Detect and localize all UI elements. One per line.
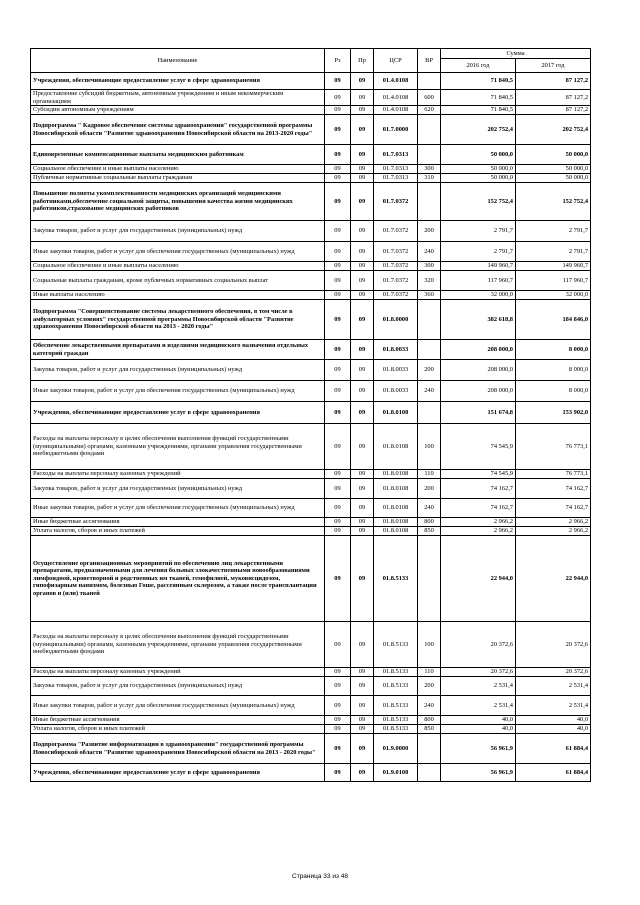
row-pr: 09 [351, 115, 374, 145]
row-name: Закупка товаров, работ и услуг для государственных (муниципальных) нужд [31, 221, 325, 242]
row-sum-2017: 153 902,0 [516, 402, 591, 424]
row-vr: 310 [418, 174, 441, 183]
row-sum-2016: 151 674,8 [441, 402, 516, 424]
row-sum-2017: 87 127,2 [516, 106, 591, 115]
row-rz: 09 [325, 262, 351, 271]
row-pr: 09 [351, 340, 374, 360]
row-pr: 09 [351, 764, 374, 782]
row-vr [418, 340, 441, 360]
row-name: Закупка товаров, работ и услуг для государственных (муниципальных) нужд [31, 479, 325, 499]
row-vr [418, 73, 441, 90]
row-vr: 600 [418, 90, 441, 106]
row-vr: 200 [418, 360, 441, 381]
row-name: Единовременные компенсационные выплаты медицинским работникам [31, 145, 325, 165]
row-rz: 09 [325, 106, 351, 115]
row-vr: 100 [418, 622, 441, 668]
row-sum-2017: 2 966,2 [516, 527, 591, 536]
row-rz: 09 [325, 115, 351, 145]
row-rz: 09 [325, 381, 351, 402]
row-sum-2016: 208 000,0 [441, 381, 516, 402]
row-vr: 300 [418, 165, 441, 174]
row-rz: 09 [325, 183, 351, 221]
row-csr: 01.8.5133 [374, 622, 418, 668]
row-sum-2017: 117 960,7 [516, 271, 591, 291]
row-sum-2017: 22 944,0 [516, 536, 591, 622]
table-row [31, 291, 591, 300]
budget-table [30, 48, 591, 782]
row-pr: 09 [351, 424, 374, 470]
row-csr: 01.8.0108 [374, 470, 418, 479]
row-csr: 01.8.0033 [374, 360, 418, 381]
table-row [31, 622, 591, 668]
row-csr: 01.8.5133 [374, 696, 418, 716]
row-vr: 240 [418, 242, 441, 262]
row-vr [418, 300, 441, 340]
row-sum-2016: 74 162,7 [441, 479, 516, 499]
row-sum-2017: 40,0 [516, 725, 591, 734]
row-pr: 09 [351, 677, 374, 696]
row-sum-2017: 2 966,2 [516, 518, 591, 527]
row-rz: 09 [325, 527, 351, 536]
row-name: Предоставление субсидий бюджетным, автономным учреждениям и иным некоммерческим организациям [31, 90, 325, 106]
table-row [31, 725, 591, 734]
row-sum-2017: 40,0 [516, 716, 591, 725]
row-rz: 09 [325, 734, 351, 764]
table-row [31, 470, 591, 479]
row-vr: 200 [418, 479, 441, 499]
row-csr: 01.8.5133 [374, 677, 418, 696]
row-vr [418, 183, 441, 221]
table-row [31, 106, 591, 115]
row-sum-2016: 74 162,7 [441, 499, 516, 518]
row-csr: 01.7.0372 [374, 291, 418, 300]
row-sum-2016: 50 000,0 [441, 145, 516, 165]
header-row-top [31, 49, 591, 59]
row-name: Обеспечение лекарственными препаратами и изделиями медицинского назначения отдельных категорий граждан [31, 340, 325, 360]
row-rz: 09 [325, 165, 351, 174]
table-row [31, 402, 591, 424]
row-name: Иные выплаты населению [31, 291, 325, 300]
row-vr: 200 [418, 677, 441, 696]
row-pr: 09 [351, 90, 374, 106]
row-rz: 09 [325, 424, 351, 470]
row-sum-2017: 76 773,1 [516, 424, 591, 470]
row-vr [418, 402, 441, 424]
row-name: Иные закупки товаров, работ и услуг для обеспечения государственных (муниципальных) нужд [31, 696, 325, 716]
row-sum-2016: 71 840,5 [441, 73, 516, 90]
row-sum-2016: 40,0 [441, 725, 516, 734]
row-pr: 09 [351, 668, 374, 677]
row-sum-2016: 32 000,0 [441, 291, 516, 300]
row-pr: 09 [351, 734, 374, 764]
row-csr: 01.7.0372 [374, 271, 418, 291]
row-csr: 01.7.0000 [374, 115, 418, 145]
table-row [31, 221, 591, 242]
row-sum-2016: 22 944,0 [441, 536, 516, 622]
row-pr: 09 [351, 106, 374, 115]
row-sum-2016: 2 966,2 [441, 518, 516, 527]
table-row [31, 716, 591, 725]
row-sum-2017: 32 000,0 [516, 291, 591, 300]
row-csr: 01.8.0033 [374, 381, 418, 402]
row-name: Закупка товаров, работ и услуг для государственных (муниципальных) нужд [31, 360, 325, 381]
row-sum-2016: 74 545,9 [441, 470, 516, 479]
table-row [31, 696, 591, 716]
row-rz: 09 [325, 402, 351, 424]
row-vr: 240 [418, 499, 441, 518]
row-name: Учреждения, обеспечивающие предоставление услуг в сфере здравоохранения [31, 764, 325, 782]
header-year-2016: 2016 год [441, 59, 516, 73]
row-name: Закупка товаров, работ и услуг для государственных (муниципальных) нужд [31, 677, 325, 696]
row-pr: 09 [351, 145, 374, 165]
row-vr: 850 [418, 527, 441, 536]
row-rz: 09 [325, 764, 351, 782]
row-sum-2016: 40,0 [441, 716, 516, 725]
row-pr: 09 [351, 262, 374, 271]
row-csr: 01.9.0000 [374, 734, 418, 764]
row-csr: 01.8.0108 [374, 518, 418, 527]
row-sum-2016: 208 000,0 [441, 340, 516, 360]
row-name: Иные бюджетные ассигнования [31, 518, 325, 527]
row-rz: 09 [325, 340, 351, 360]
row-csr: 01.7.0372 [374, 262, 418, 271]
row-sum-2016: 56 961,9 [441, 764, 516, 782]
table-row [31, 536, 591, 622]
row-vr: 320 [418, 271, 441, 291]
table-row [31, 734, 591, 764]
row-csr: 01.7.0313 [374, 165, 418, 174]
row-name: Уплата налогов, сборов и иных платежей [31, 725, 325, 734]
row-csr: 01.4.0108 [374, 90, 418, 106]
table-row [31, 183, 591, 221]
row-csr: 01.8.0000 [374, 300, 418, 340]
table-row [31, 73, 591, 90]
row-rz: 09 [325, 479, 351, 499]
row-sum-2017: 2 791,7 [516, 242, 591, 262]
row-name: Учреждения, обеспечивающие предоставление услуг в сфере здравоохранения [31, 402, 325, 424]
row-vr: 110 [418, 668, 441, 677]
row-name: Иные закупки товаров, работ и услуг для обеспечения государственных (муниципальных) нужд [31, 381, 325, 402]
row-csr: 01.8.5133 [374, 668, 418, 677]
row-pr: 09 [351, 402, 374, 424]
row-csr: 01.8.0108 [374, 527, 418, 536]
row-vr: 100 [418, 424, 441, 470]
row-name: Социальное обеспечение и иные выплаты населению [31, 165, 325, 174]
row-sum-2016: 50 000,0 [441, 174, 516, 183]
row-vr: 110 [418, 470, 441, 479]
table-row [31, 360, 591, 381]
table-row [31, 242, 591, 262]
row-pr: 09 [351, 174, 374, 183]
row-sum-2017: 87 127,2 [516, 73, 591, 90]
row-vr: 200 [418, 221, 441, 242]
row-sum-2017: 87 127,2 [516, 90, 591, 106]
row-csr: 01.9.0108 [374, 764, 418, 782]
row-rz: 09 [325, 360, 351, 381]
row-rz: 09 [325, 90, 351, 106]
row-name: Иные закупки товаров, работ и услуг для обеспечения государственных (муниципальных) нужд [31, 242, 325, 262]
row-name: Расходы на выплаты персоналу в целях обеспечения выполнения функций государственными (муниципальными) органами, казенными учреждениями, органами управления государственными внебюджетными фондами [31, 424, 325, 470]
row-sum-2016: 117 960,7 [441, 271, 516, 291]
header-csr: ЦСР [374, 49, 418, 73]
row-rz: 09 [325, 271, 351, 291]
row-rz: 09 [325, 145, 351, 165]
row-rz: 09 [325, 291, 351, 300]
row-name: Повышение полноты укомплектованности медицинских организаций медицинскими работниками,обеспечение социальной защиты, повышения качества жизни медицинских работников,страхование медицинских работников [31, 183, 325, 221]
row-pr: 09 [351, 499, 374, 518]
row-sum-2016: 74 545,9 [441, 424, 516, 470]
header-name: Наименование [31, 49, 325, 73]
row-sum-2016: 382 618,8 [441, 300, 516, 340]
row-name: Подпрограмма " Кадровое обеспечение системы здравоохранения" государственной программы Новосибирской области "Развитие здравоохранения Новосибирской области на 2013-2020 годы" [31, 115, 325, 145]
row-csr: 01.8.5133 [374, 536, 418, 622]
table-row [31, 424, 591, 470]
row-rz: 09 [325, 300, 351, 340]
table-row [31, 340, 591, 360]
row-pr: 09 [351, 725, 374, 734]
row-vr [418, 734, 441, 764]
row-sum-2017: 76 773,1 [516, 470, 591, 479]
header-pr: Пр [351, 49, 374, 73]
row-sum-2017: 202 752,4 [516, 115, 591, 145]
table-row [31, 668, 591, 677]
row-sum-2017: 61 884,4 [516, 764, 591, 782]
header-year-2017: 2017 год [516, 59, 591, 73]
table-row [31, 90, 591, 106]
row-rz: 09 [325, 668, 351, 677]
row-sum-2017: 184 846,0 [516, 300, 591, 340]
row-pr: 09 [351, 242, 374, 262]
row-csr: 01.8.0108 [374, 424, 418, 470]
row-sum-2017: 50 000,0 [516, 145, 591, 165]
row-pr: 09 [351, 165, 374, 174]
row-vr: 620 [418, 106, 441, 115]
row-name: Иные закупки товаров, работ и услуг для обеспечения государственных (муниципальных) нужд [31, 499, 325, 518]
row-csr: 01.8.0108 [374, 479, 418, 499]
row-rz: 09 [325, 716, 351, 725]
row-sum-2017: 2 791,7 [516, 221, 591, 242]
row-rz: 09 [325, 470, 351, 479]
row-pr: 09 [351, 527, 374, 536]
row-name: Публичные нормативные социальные выплаты гражданам [31, 174, 325, 183]
row-sum-2016: 20 372,6 [441, 668, 516, 677]
row-sum-2016: 50 000,0 [441, 165, 516, 174]
row-sum-2016: 202 752,4 [441, 115, 516, 145]
header-rz: Рз [325, 49, 351, 73]
table-row [31, 764, 591, 782]
row-csr: 01.7.0372 [374, 183, 418, 221]
row-csr: 01.7.0313 [374, 145, 418, 165]
row-pr: 09 [351, 221, 374, 242]
row-name: Подпрограмма "Развитие информатизации в здравоохранении" государственной программы Новосибирской области "Развитие здравоохранения Новосибирской области на 2013 - 2020 годы" [31, 734, 325, 764]
row-rz: 09 [325, 725, 351, 734]
row-csr: 01.7.0313 [374, 174, 418, 183]
row-sum-2017: 8 000,0 [516, 381, 591, 402]
row-pr: 09 [351, 183, 374, 221]
row-sum-2016: 2 966,2 [441, 527, 516, 536]
row-pr: 09 [351, 291, 374, 300]
table-row [31, 518, 591, 527]
row-rz: 09 [325, 696, 351, 716]
row-sum-2017: 74 162,7 [516, 479, 591, 499]
row-rz: 09 [325, 174, 351, 183]
row-vr [418, 536, 441, 622]
table-row [31, 677, 591, 696]
table-row [31, 527, 591, 536]
row-name: Иные бюджетные ассигнования [31, 716, 325, 725]
row-pr: 09 [351, 479, 374, 499]
table-row [31, 300, 591, 340]
row-sum-2017: 152 752,4 [516, 183, 591, 221]
row-name: Субсидии автономным учреждениям [31, 106, 325, 115]
row-vr: 800 [418, 716, 441, 725]
row-rz: 09 [325, 221, 351, 242]
row-vr [418, 764, 441, 782]
row-name: Расходы на выплаты персоналу казенных учреждений [31, 668, 325, 677]
row-pr: 09 [351, 360, 374, 381]
row-sum-2017: 20 372,6 [516, 668, 591, 677]
row-vr: 850 [418, 725, 441, 734]
header-sum: Сумма [441, 49, 591, 59]
row-name: Учреждения, обеспечивающие предоставление услуг в сфере здравоохранения [31, 73, 325, 90]
row-pr: 09 [351, 300, 374, 340]
row-name: Подпрограмма "Совершенствование системы лекарственного обеспечения, в том числе в амбулаторных условиях" государственной программы Новосибирской области "Развитие здравоохранения Новосибирской области на 2013 - 2020 годы" [31, 300, 325, 340]
row-vr [418, 115, 441, 145]
row-vr [418, 145, 441, 165]
row-pr: 09 [351, 470, 374, 479]
row-csr: 01.8.5133 [374, 725, 418, 734]
row-vr: 300 [418, 262, 441, 271]
row-sum-2017: 50 000,0 [516, 174, 591, 183]
row-vr: 240 [418, 696, 441, 716]
row-rz: 09 [325, 518, 351, 527]
row-rz: 09 [325, 536, 351, 622]
row-sum-2016: 152 752,4 [441, 183, 516, 221]
row-vr: 240 [418, 381, 441, 402]
row-sum-2016: 2 791,7 [441, 221, 516, 242]
row-sum-2016: 149 960,7 [441, 262, 516, 271]
table-row [31, 115, 591, 145]
row-sum-2017: 50 000,0 [516, 165, 591, 174]
row-csr: 01.4.0108 [374, 73, 418, 90]
row-sum-2016: 20 372,6 [441, 622, 516, 668]
row-rz: 09 [325, 242, 351, 262]
table-row [31, 145, 591, 165]
row-csr: 01.8.0033 [374, 340, 418, 360]
table-row [31, 479, 591, 499]
row-csr: 01.7.0372 [374, 221, 418, 242]
row-pr: 09 [351, 536, 374, 622]
row-pr: 09 [351, 73, 374, 90]
row-sum-2017: 8 000,0 [516, 340, 591, 360]
header-vr: ВР [418, 49, 441, 73]
row-sum-2017: 2 531,4 [516, 677, 591, 696]
table-row [31, 381, 591, 402]
row-pr: 09 [351, 696, 374, 716]
row-name: Уплата налогов, сборов и иных платежей [31, 527, 325, 536]
row-sum-2016: 2 531,4 [441, 677, 516, 696]
row-vr: 800 [418, 518, 441, 527]
row-name: Социальные выплаты гражданам, кроме публичных нормативных социальных выплат [31, 271, 325, 291]
row-sum-2017: 2 531,4 [516, 696, 591, 716]
row-rz: 09 [325, 499, 351, 518]
row-sum-2016: 71 840,5 [441, 106, 516, 115]
row-name: Социальное обеспечение и иные выплаты населению [31, 262, 325, 271]
table-row [31, 165, 591, 174]
row-pr: 09 [351, 518, 374, 527]
row-sum-2017: 74 162,7 [516, 499, 591, 518]
row-name: Осуществление организационных мероприятий по обеспечению лиц лекарственными препаратами, предназначенными для лечения больных злокачественными новообразованиями лимфоидной, кроветворной и родственных им тканей, гемофилией, муковисцидозом, гипофизарным нанизмом, болезнью Гоше, рассеянным склерозом, а также после трансплантации органов и (или) тканей [31, 536, 325, 622]
row-rz: 09 [325, 73, 351, 90]
row-pr: 09 [351, 381, 374, 402]
row-sum-2017: 61 884,4 [516, 734, 591, 764]
row-vr: 360 [418, 291, 441, 300]
table-row [31, 262, 591, 271]
row-csr: 01.4.0108 [374, 106, 418, 115]
row-sum-2017: 20 372,6 [516, 622, 591, 668]
row-name: Расходы на выплаты персоналу в целях обеспечения выполнения функций государственными (муниципальными) органами, казенными учреждениями, органами управления государственными внебюджетными фондами [31, 622, 325, 668]
table-row [31, 271, 591, 291]
row-sum-2016: 208 000,0 [441, 360, 516, 381]
row-csr: 01.8.0108 [374, 499, 418, 518]
row-pr: 09 [351, 716, 374, 725]
row-sum-2016: 56 961,9 [441, 734, 516, 764]
table-row [31, 499, 591, 518]
row-sum-2016: 2 531,4 [441, 696, 516, 716]
row-pr: 09 [351, 271, 374, 291]
row-sum-2016: 2 791,7 [441, 242, 516, 262]
row-name: Расходы на выплаты персоналу казенных учреждений [31, 470, 325, 479]
row-rz: 09 [325, 622, 351, 668]
row-csr: 01.8.0108 [374, 402, 418, 424]
row-pr: 09 [351, 622, 374, 668]
row-sum-2017: 149 960,7 [516, 262, 591, 271]
page-number: Страница 33 из 48 [292, 873, 348, 880]
row-sum-2017: 8 000,0 [516, 360, 591, 381]
row-sum-2016: 71 840,5 [441, 90, 516, 106]
row-csr: 01.7.0372 [374, 242, 418, 262]
table-row [31, 174, 591, 183]
row-csr: 01.8.5133 [374, 716, 418, 725]
row-rz: 09 [325, 677, 351, 696]
